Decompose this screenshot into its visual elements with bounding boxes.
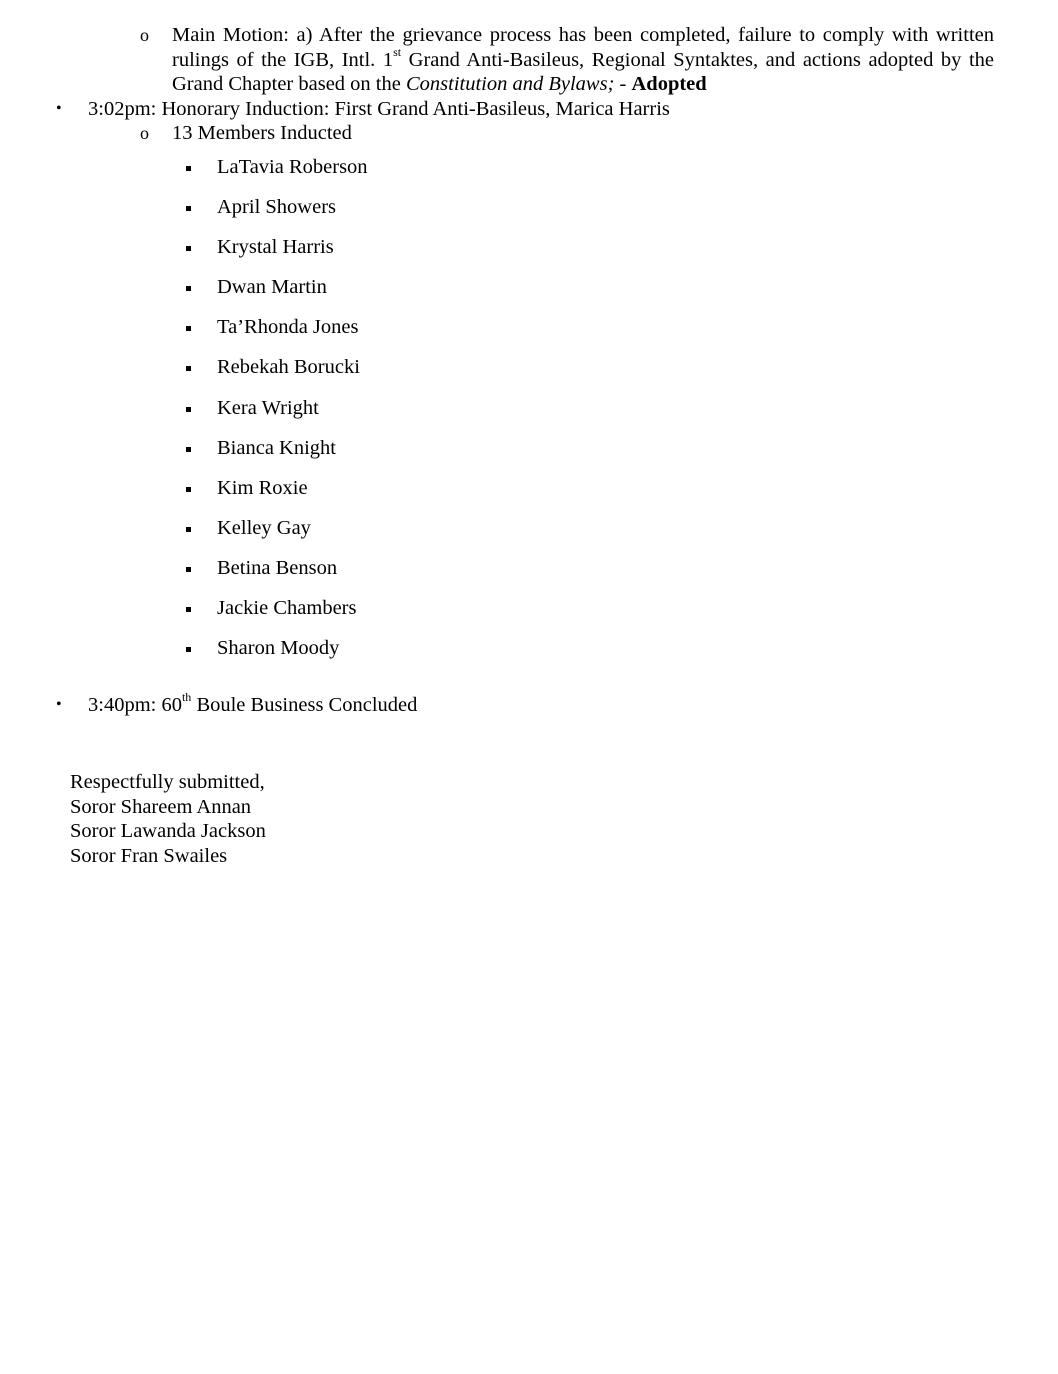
- square-bullet-icon: [186, 326, 191, 331]
- concluded-ordinal: th: [181, 690, 192, 705]
- member-name: April Showers: [217, 196, 337, 219]
- concluded-text: [88, 690, 418, 718]
- signatory-name: Soror Lawanda Jackson: [70, 820, 266, 842]
- square-bullet-icon: [186, 447, 191, 452]
- square-bullet-icon: [186, 407, 191, 412]
- member-name: LaTavia Roberson: [217, 156, 368, 178]
- closing-line: Respectfully submitted,: [70, 771, 265, 793]
- member-name: Sharon Moody: [217, 637, 340, 660]
- square-bullet-icon: [186, 647, 191, 652]
- square-bullet-icon: [186, 487, 191, 492]
- member-name: Rebekah Borucki: [217, 356, 360, 379]
- square-bullet-icon: [186, 567, 191, 572]
- circle-bullet-icon: o: [140, 25, 149, 45]
- square-bullet-icon: [186, 286, 191, 291]
- square-bullet-icon: [186, 527, 191, 532]
- concluded-text-start: 3:40pm: 60: [88, 694, 182, 716]
- member-name: Kim Roxie: [217, 476, 308, 499]
- main-motion-dash: -: [614, 73, 632, 95]
- member-name: Krystal Harris: [217, 236, 334, 259]
- member-name: Dwan Martin: [217, 276, 327, 299]
- members-inducted-text: 13 Members Inducted: [172, 122, 352, 144]
- bullet-icon: •: [56, 100, 62, 117]
- square-bullet-icon: [186, 366, 191, 371]
- member-name: Kera Wright: [217, 396, 319, 419]
- member-name: Betina Benson: [217, 556, 338, 579]
- signature-block: [70, 770, 266, 868]
- square-bullet-icon: [186, 246, 191, 251]
- induction-text: 3:02pm: Honorary Induction: First Grand Anti-Basileus, Marica Harris: [88, 98, 670, 120]
- bullet-icon: •: [56, 696, 62, 713]
- square-bullet-icon: [186, 607, 191, 612]
- member-name: Jackie Chambers: [217, 597, 357, 620]
- main-motion-text-mid: Grand Anti-Basileus, Regional Syntaktes, and actions adopted by the Grand Chapter based on the: [172, 48, 994, 95]
- signatory-name: Soror Fran Swailes: [70, 844, 228, 867]
- main-motion-text: [172, 23, 994, 97]
- member-name: Kelley Gay: [217, 516, 311, 539]
- square-bullet-icon: [186, 166, 191, 171]
- main-motion-text-start: Main Motion: a) After the grievance process has been completed, failure to comply with written rulings of the IGB, Intl. 1: [172, 24, 994, 71]
- concluded-text-end: Boule Business Concluded: [191, 694, 418, 716]
- circle-bullet-icon: o: [140, 123, 149, 143]
- member-name: Ta’Rhonda Jones: [217, 316, 359, 339]
- main-motion-constitution-ref: Constitution and Bylaws;: [405, 73, 615, 95]
- square-bullet-icon: [186, 206, 191, 211]
- main-motion-status: Adopted: [631, 73, 707, 95]
- member-name: Bianca Knight: [217, 436, 336, 459]
- main-motion-ordinal: st: [393, 44, 402, 59]
- signatory-name: Soror Shareem Annan: [70, 795, 252, 818]
